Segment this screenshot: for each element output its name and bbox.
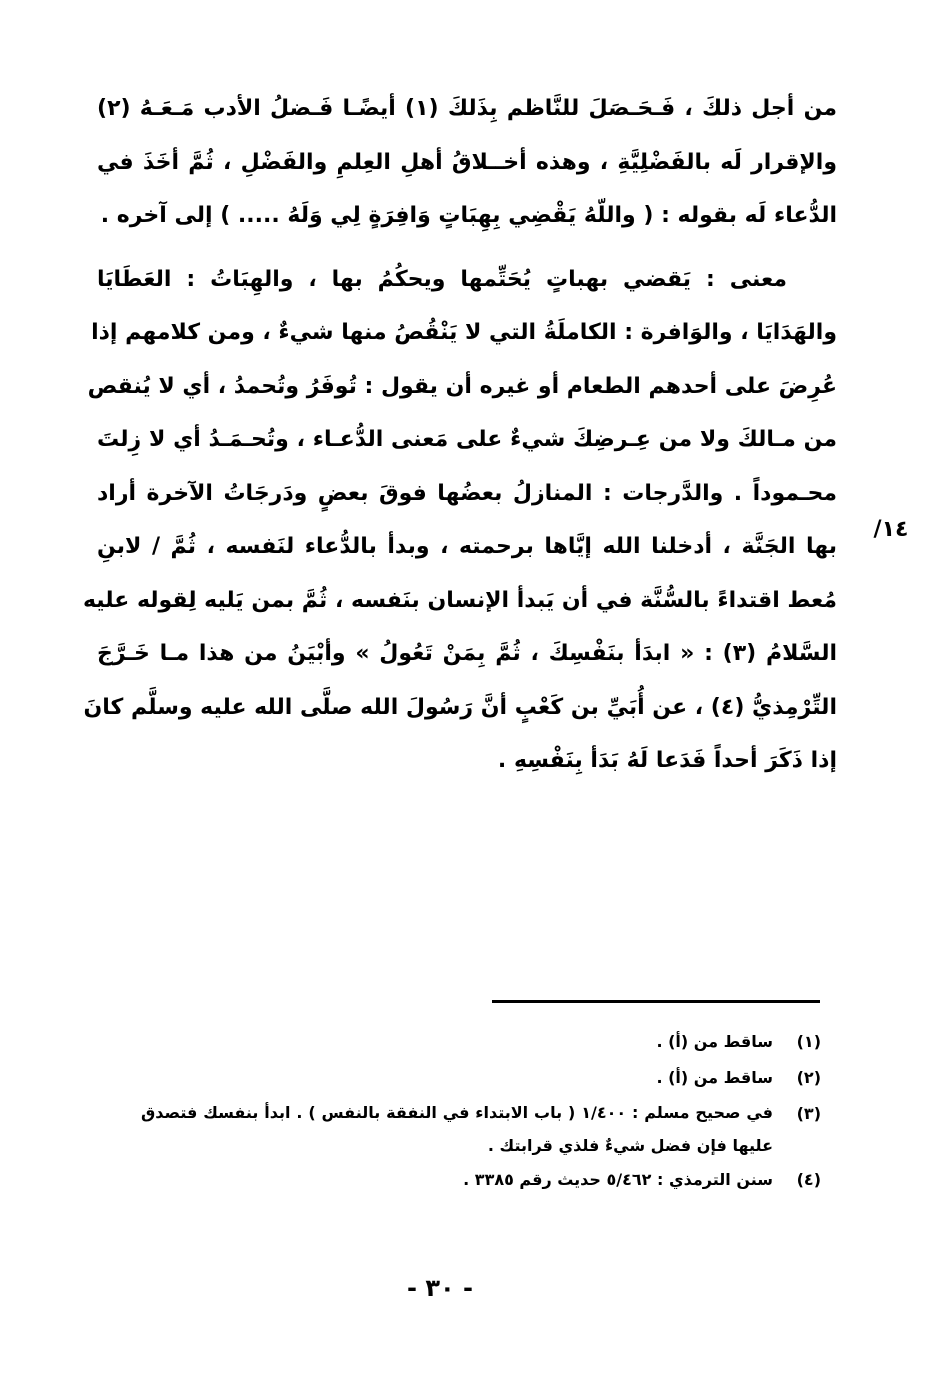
text-line: من أجل ذلكَ ، فَـحَـصَلَ للنَّاظم بِذَلكَ (١) أيضًـا فَـضلُ الأدب مَـعَـهُ (٢) — [97, 96, 837, 121]
footnote-text — [141, 1024, 773, 1060]
text-line: مُعط اقتداءً بالسُّنَّة في أن يَبدأ الإنسان بنَفسه ، ثُمَّ بمن يَليه لِقوله عليه — [82, 587, 837, 613]
text-line: محـموداً . والدَّرجات : المنازلُ بعضُها فوقَ بعضٍ ودَرجَاتُ الآخرة أراد — [97, 480, 837, 506]
footnote-divider — [492, 1000, 820, 1003]
footnote-line: ساقط من (أ) . — [656, 1068, 773, 1087]
footnote-text — [141, 1060, 773, 1096]
footnote-line: ساقط من (أ) . — [656, 1032, 773, 1051]
footnote — [141, 1162, 821, 1198]
footnote — [141, 1060, 821, 1096]
paragraph — [82, 253, 837, 788]
text-line: والهَدَايَا ، والوَافرة : الكاملَةُ التي لا يَنْقُصُ منها شيءٌ ، ومن كلامهم إذا — [91, 320, 837, 345]
paragraph-gap — [97, 243, 837, 253]
footnote-line: في صحيح مسلم : ١/٤٠٠ ( باب الابتداء في النفقة بالنفس ) . ابدأ بنفسك فتصدق — [141, 1103, 774, 1122]
footnote-number: (٣) — [796, 1104, 821, 1123]
text-line: التِّرْمِذيُّ (٤) ، عن أُبَيِّ بن كَعْبٍ أنَّ رَسُولَ الله صلَّى الله عليه وسلَّم كانَ — [83, 694, 837, 720]
footnote-number: (٤) — [796, 1170, 821, 1189]
footnote — [141, 1096, 821, 1162]
footnote-text — [141, 1096, 773, 1162]
footnotes — [141, 1024, 821, 1198]
text-line: والإقرار لَه بالفَضْلِيَّةِ ، وهذه أخــلاقُ أهلِ العِلمِ والفَضْلِ ، ثُمَّ أخَذَ في — [97, 149, 837, 175]
text-line: إذا ذَكَرَ أحداً فَدَعا لَهُ بَدَأ بِنَفْسِهِ . — [497, 748, 837, 773]
footnote-number: (٢) — [796, 1068, 821, 1087]
text-line: عُرِضَ على أحدهم الطعام أو غيره أن يقول : تُوفَرُ وتُحمدُ ، أي لا يُنقص — [87, 373, 837, 399]
page-number: - ٣٠ - — [407, 1274, 473, 1302]
text-line: الدُّعاء لَه بقوله : ( واللّهُ يَقْضِي بِهِبَاتٍ وَافِرَةٍ لِي وَلَهُ ..... ) إلى آخره . — [100, 203, 837, 228]
text-line: السَّلامُ (٣) : « ابدَأ بنَفْسِكَ ، ثُمَّ بِمَنْ تَعُولُ » وأبْيَنُ من هذا مـا خَـرَّجَ — [97, 641, 837, 666]
main-text — [82, 82, 837, 788]
margin-folio-note: ١٤/ — [873, 517, 909, 542]
footnote — [141, 1024, 821, 1060]
text-line: من مـالكَ ولا من عِـرضِكَ شيءٌ على مَعنى الدُّعـاء ، وتُحـمَـدُ أي لا زِلتَ — [97, 427, 837, 452]
text-line: بها الجَنَّة ، أدخلنا الله إيَّاها برحمته ، وبدأ بالدُّعاء لنَفسه ، ثُمَّ / لابنِ — [97, 534, 837, 559]
footnote-line: سنن الترمذي : ٥/٤٦٢ حديث رقم ٣٣٨٥ . — [463, 1170, 773, 1189]
footnote-line: عليها فإن فضل شيءٌ فلذي قرابتك . — [487, 1136, 773, 1155]
paragraph — [97, 82, 837, 243]
footnote-text — [141, 1162, 773, 1198]
footnote-number: (١) — [796, 1032, 821, 1051]
text-line: معنى : يَقضي بهباتٍ يُحَتِّمها ويحكُمُ بها ، والهِبَاتُ : العَطَايَا — [97, 266, 787, 292]
